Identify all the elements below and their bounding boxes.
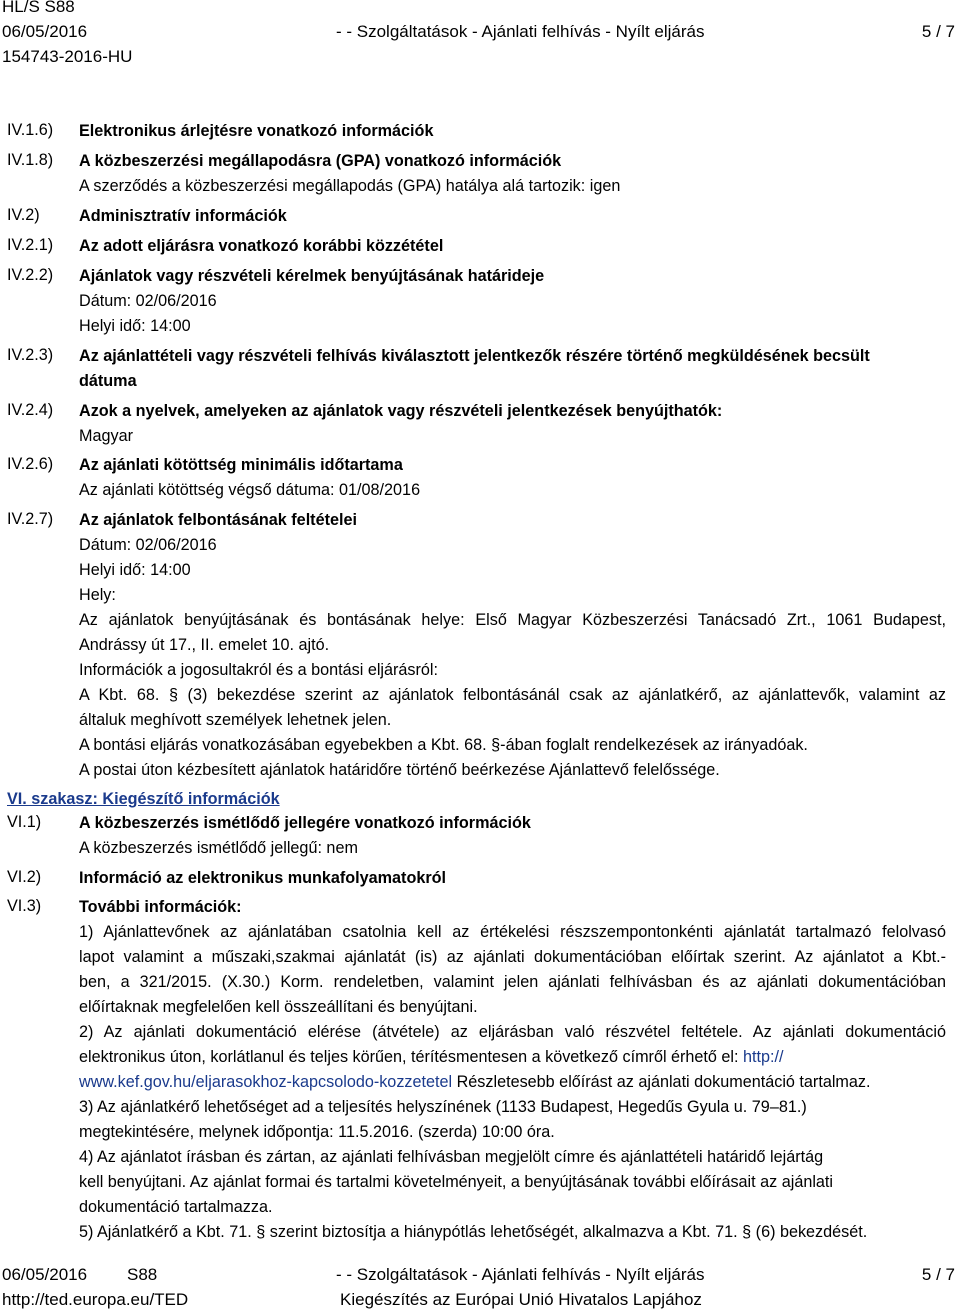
language-value: Magyar <box>79 427 133 445</box>
section-title: Az ajánlati kötöttség minimális időtartama <box>79 456 403 474</box>
text-fragment: elektronikus úton, korlátlanul és teljes körűen, térítésmentesen a következő címről érhető el: <box>79 1048 744 1066</box>
section-title: Elektronikus árlejtésre vonatkozó információk <box>79 122 434 140</box>
section-iv-1-8 <box>79 149 946 199</box>
section-title: Ajánlatok vagy részvételi kérelmek benyújtásának határideje <box>79 267 545 285</box>
footer-url[interactable]: http://ted.europa.eu/TED <box>2 1290 189 1309</box>
text-line: lapot valamint a műszaki,szakmai ajánlatát (is) az ajánlati dokumentációban előírtak szerint. Az ajánlatot a Kbt.- <box>79 948 946 966</box>
section-number: IV.2.6) <box>7 455 54 473</box>
text-line <box>79 1045 946 1070</box>
text-line: 2) Az ajánlati dokumentáció elérése (átvétele) az eljárásban való részvétel feltétele. Az ajánlati dokumentáció <box>79 1023 946 1041</box>
place-label: Hely: <box>79 586 116 604</box>
section-title: Az ajánlattételi vagy részvételi felhívás kiválasztott jelentkezők részére történő megküldésének becsült <box>79 347 870 365</box>
document-link-prefix[interactable]: http:// <box>743 1048 784 1066</box>
section-number: IV.1.6) <box>7 121 54 139</box>
section-iv-2-1 <box>79 234 946 259</box>
text-line: előírtaknak megfelelően kell összeállítani és benyújtani. <box>79 998 478 1016</box>
text-line: A bontási eljárás vonatkozásában egyebekben a Kbt. 68. §-ában foglalt rendelkezések az irányadóak. <box>79 736 808 754</box>
text-line: kell benyújtani. Az ajánlat formai és tartalmi követelményeit, a benyújtásának további előírásait az ajánlati <box>79 1173 834 1191</box>
text-line: ben, a 321/2015. (X.30.) Korm. rendeletben, valamint jelen ajánlati felhívásban és az ajánlati dokumentációban <box>79 973 946 991</box>
text-line: általuk meghívott személyek lehetnek jelen. <box>79 711 392 729</box>
section-title: Az adott eljárásra vonatkozó korábbi közzététel <box>79 237 444 255</box>
section-title: A közbeszerzési megállapodásra (GPA) vonatkozó információk <box>79 152 562 170</box>
document-link[interactable]: www.kef.gov.hu/eljarasokhoz-kapcsolodo-kozzetetel <box>79 1073 453 1091</box>
section-iv-2-3 <box>79 344 946 394</box>
section-iv-2-7 <box>79 508 946 783</box>
header-notice-id: 154743-2016-HU <box>2 47 133 66</box>
section-vi-3 <box>79 895 946 1245</box>
text-line: dokumentáció tartalmazza. <box>79 1198 273 1216</box>
header-date: 06/05/2016 <box>2 22 88 41</box>
header-doc-code: HL/S S88 <box>2 0 75 16</box>
section-iv-2 <box>79 204 946 229</box>
section-iv-2-6 <box>79 453 946 503</box>
section-title: Információ az elektronikus munkafolyamatokról <box>79 869 447 887</box>
text-line: A postai úton kézbesített ajánlatok határidőre történő beérkezése Ajánlattevő felelőssége. <box>79 761 720 779</box>
text-line: 4) Az ajánlatot írásban és zártan, az ajánlati felhívásban megjelölt címre és ajánlattételi határidő lejártág <box>79 1148 824 1166</box>
text-line: Az ajánlatok benyújtásának és bontásának helye: Első Magyar Közbeszerzési Tanácsadó Zrt., 1061 Budapest, <box>79 611 946 629</box>
header-title: - - Szolgáltatások - Ajánlati felhívás - Nyílt eljárás <box>336 22 705 41</box>
deadline-time: Helyi idő: 14:00 <box>79 317 191 335</box>
section-number: VI.2) <box>7 868 42 886</box>
section-vi-2 <box>79 866 946 891</box>
text-line <box>79 1070 946 1095</box>
section-number: IV.1.8) <box>7 151 54 169</box>
text-line: A Kbt. 68. § (3) bekezdése szerint az ajánlatok felbontásánál csak az ajánlatkérő, az ajánlattevők, valamint az <box>79 686 946 704</box>
opening-date: Dátum: 02/06/2016 <box>79 536 217 554</box>
validity-end-date: Az ajánlati kötöttség végső dátuma: 01/08/2016 <box>79 481 421 499</box>
footer-date: 06/05/2016 <box>2 1265 88 1284</box>
text-fragment: Részletesebb előírást az ajánlati dokumentáció tartalmaz. <box>452 1073 871 1091</box>
section-iv-2-2 <box>79 264 946 339</box>
deadline-date: Dátum: 02/06/2016 <box>79 292 217 310</box>
footer-title: - - Szolgáltatások - Ajánlati felhívás - Nyílt eljárás <box>336 1265 705 1284</box>
section-number: VI.3) <box>7 897 42 915</box>
section-number: IV.2.7) <box>7 510 54 528</box>
opening-time: Helyi idő: 14:00 <box>79 561 191 579</box>
text-line: Információk a jogosultakról és a bontási eljárásról: <box>79 661 439 679</box>
section-vi-heading: VI. szakasz: Kiegészítő információk <box>7 790 280 808</box>
section-vi-1 <box>79 811 946 861</box>
footer-page-number: 5 / 7 <box>921 1265 955 1284</box>
section-title-continued: dátuma <box>79 372 137 390</box>
section-title: További információk: <box>79 898 242 916</box>
section-title: A közbeszerzés ismétlődő jellegére vonatkozó információk <box>79 814 531 832</box>
section-number: IV.2) <box>7 206 40 224</box>
section-title: Adminisztratív információk <box>79 207 287 225</box>
section-iv-1-6 <box>79 119 946 144</box>
text-line: 3) Az ajánlatkérő lehetőséget ad a teljesítés helyszínének (1133 Budapest, Hegedűs Gyula u. 79–81.) <box>79 1098 807 1116</box>
section-number: IV.2.1) <box>7 236 54 254</box>
text-line: megtekintésére, melynek időpontja: 11.5.2016. (szerda) 10:00 óra. <box>79 1123 555 1141</box>
text-line: 1) Ajánlattevőnek az ajánlatában csatolnia kell az értékelési részszempontonkénti ajánlatát tartalmazó felolvasó <box>79 923 946 941</box>
footer-code: S88 <box>127 1265 158 1284</box>
gpa-statement: A szerződés a közbeszerzési megállapodás (GPA) hatálya alá tartozik: igen <box>79 177 621 195</box>
header-page-number: 5 / 7 <box>921 22 955 41</box>
recurrence-statement: A közbeszerzés ismétlődő jellegű: nem <box>79 839 358 857</box>
section-number: IV.2.3) <box>7 346 54 364</box>
section-title: Az ajánlatok felbontásának feltételei <box>79 511 357 529</box>
text-line: Andrássy út 17., II. emelet 10. ajtó. <box>79 636 330 654</box>
footer-publisher: Kiegészítés az Európai Unió Hivatalos Lapjához <box>340 1290 702 1309</box>
section-number: IV.2.4) <box>7 401 54 419</box>
section-number: VI.1) <box>7 813 42 831</box>
section-iv-2-4 <box>79 399 946 449</box>
text-line: 5) Ajánlatkérő a Kbt. 71. § szerint biztosítja a hiánypótlás lehetőségét, alkalmazva a Kbt. 71. § (6) bekezdését. <box>79 1223 868 1241</box>
section-title: Azok a nyelvek, amelyeken az ajánlatok vagy részvételi jelentkezések benyújthatók: <box>79 402 723 420</box>
section-number: IV.2.2) <box>7 266 54 284</box>
